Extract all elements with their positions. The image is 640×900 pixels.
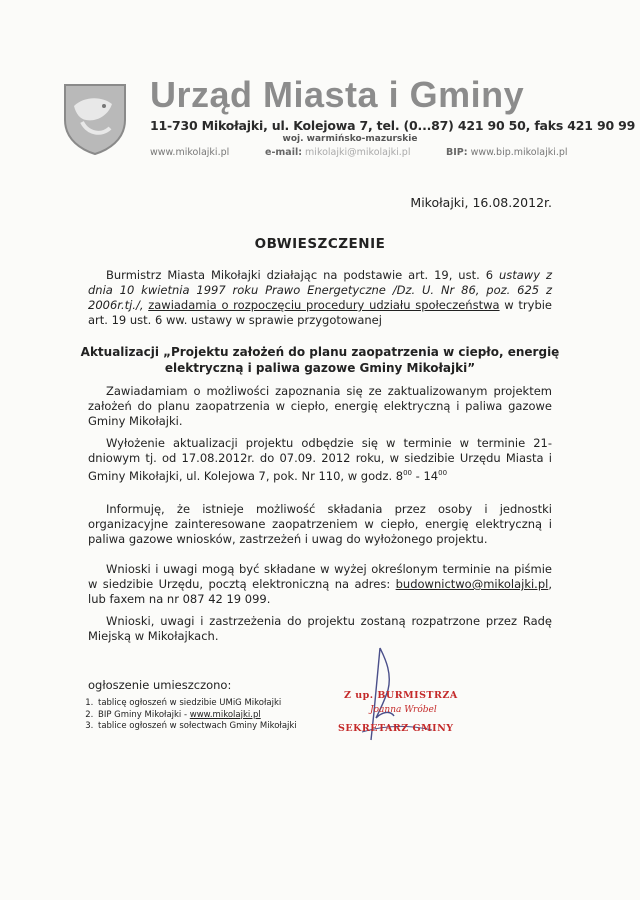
email-contact xyxy=(265,147,410,158)
bip-label: BIP: xyxy=(446,147,468,158)
subject-heading: Aktualizacji „Projektu założeń do planu zaopatrzenia w ciepło, energię elektryczną i paliwa gazowe Gminy Mikołajki” xyxy=(80,345,560,375)
posted-item-1: 1. tablicę ogłoszeń w siedzibie UMiG Mikołajki xyxy=(96,698,297,710)
paragraph-1: Zawiadamiam o możliwości zapoznania się ze zaktualizowanym projektem założeń do planu zaopatrzenia w ciepło, energię elektryczną i paliwa gazowe Gminy Mikołajki. xyxy=(88,384,552,428)
paragraph-5: Wnioski, uwagi i zastrzeżenia do projektu zostaną rozpatrzone przez Radę Miejską w Mikołajkach. xyxy=(88,614,552,643)
intro-italic: ustawy z dnia 10 kwietnia 1997 roku Prawo Energetyczne /Dz. U. Nr 86, poz. 625 z 2006r.tj./, xyxy=(88,268,552,312)
p2-sup1: 00 xyxy=(403,469,413,477)
paragraph-3: Informuję, że istnieje możliwość składania przez osoby i jednostki organizacyjne zainteresowane zaopatrzeniem w ciepło, energię elektryczną i paliwa gazowe wniosków, zastrzeżeń i uwag do wyłożonego projektu. xyxy=(88,502,552,546)
website-text: www.mikolajki.pl xyxy=(150,147,230,158)
document-title: OBWIESZCZENIE xyxy=(254,236,386,252)
posted-list xyxy=(74,698,297,733)
p4-after: , lub faxem na nr 087 42 19 099. xyxy=(88,577,552,606)
paragraph-4 xyxy=(88,562,552,607)
intro-part2: w trybie art. 19 ust. 6 ww. ustawy w sprawie przygotowanej xyxy=(88,298,553,327)
p2-text: Wyłożenie aktualizacji projektu odbędzie się w terminie w terminie 21-dniowym tj. od 17.08.2012r. do 07.09. 2012 roku, w siedzibie Urzędu Miasta i Gminy Mikołajki, ul. Kolejowa 7, pok. Nr 110, w godz. 8 xyxy=(88,436,552,483)
intro-part1: Burmistrz Miasta Mikołajki działając na podstawie art. 19, ust. 6 xyxy=(106,268,494,282)
region-line: woj. warmińsko-mazurskie xyxy=(282,134,418,144)
address-line: 11-730 Mikołajki, ul. Kolejowa 7, tel. (0...87) 421 90 50, faks 421 90 99 xyxy=(150,118,636,133)
posted-item-3: 3. tablice ogłoszeń w sołectwach Gminy Mikołajki xyxy=(96,721,297,733)
organization-name: Urząd Miasta i Gminy xyxy=(150,74,525,115)
stamp-line-3: SEKRETARZ GMINY xyxy=(338,723,454,734)
p2-sup2: 00 xyxy=(438,469,448,477)
intro-underlined: zawiadamia o rozpoczęciu procedury udziału społeczeństwa xyxy=(148,298,500,312)
bip-address: www.bip.mikolajki.pl xyxy=(470,147,568,158)
posted-item-2 xyxy=(96,710,297,722)
paragraph-2 xyxy=(88,436,552,484)
email-address: mikolajki@mikolajki.pl xyxy=(305,147,411,158)
posted-item-2-link[interactable]: www.mikolajki.pl xyxy=(189,709,261,720)
contact-email-link[interactable]: budownictwo@mikolajki.pl xyxy=(395,577,549,591)
p2-mid: - 14 xyxy=(412,468,439,483)
stamp-line-1: Z up. BURMISTRZA xyxy=(344,690,458,701)
p4-before: Wnioski i uwagi mogą być składane w wyżej określonym terminie na piśmie w siedzibie Urzędu, pocztą elektroniczną na adres: xyxy=(88,562,552,591)
posted-item-2-text: BIP Gminy Mikołajki - xyxy=(98,709,190,720)
intro-paragraph xyxy=(88,268,552,328)
stamp-line-2: Joanna Wróbel xyxy=(370,705,437,715)
document-date: Mikołajki, 16.08.2012r. xyxy=(410,195,552,210)
bip-contact xyxy=(446,147,568,158)
posted-label: ogłoszenie umieszczono: xyxy=(88,678,232,692)
coat-of-arms-icon xyxy=(62,82,128,156)
email-label: e-mail: xyxy=(265,147,303,158)
